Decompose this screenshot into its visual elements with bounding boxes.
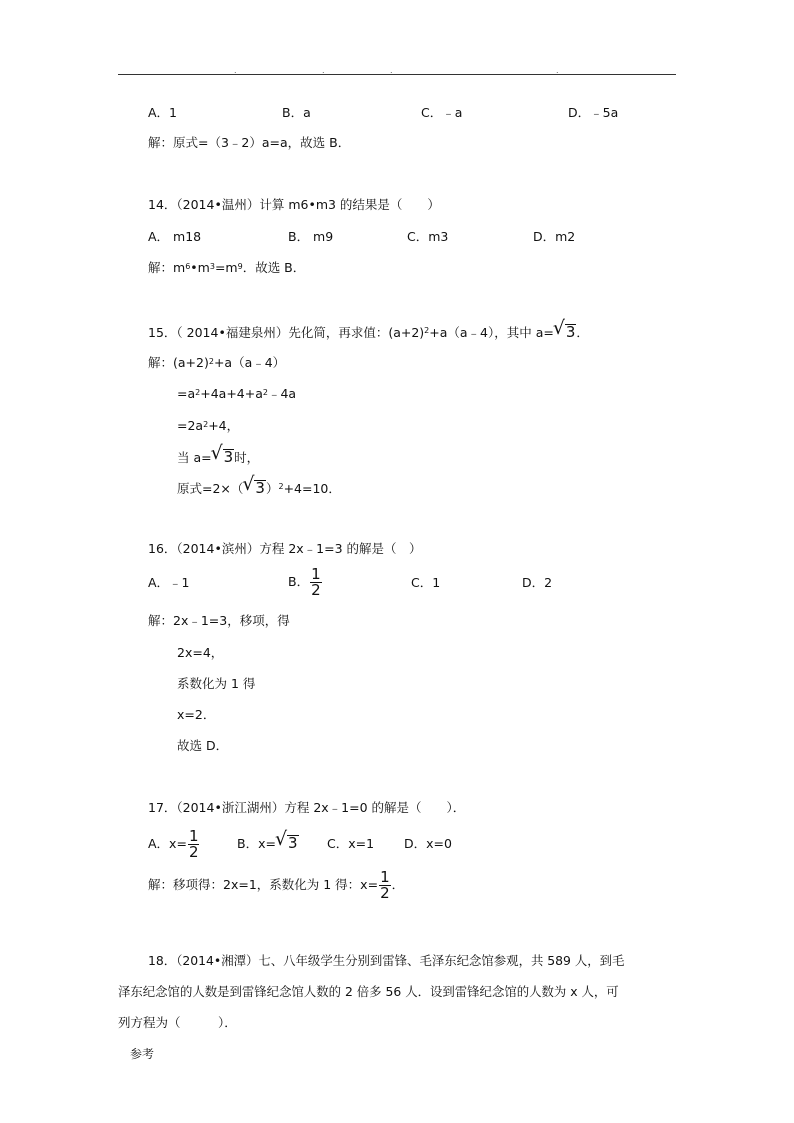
fraction: $\frac{1}{2}$ (188, 827, 199, 861)
q16-option-b: B． $\frac{1}{2}$ (288, 565, 321, 599)
fraction: $\frac{1}{2}$ (380, 868, 390, 902)
q14-option-a: A． m18 (148, 229, 202, 244)
q16-solution-4: x=2． (177, 707, 216, 722)
q15-step-4: 当 a= √ 3时， (177, 442, 260, 466)
q16-option-c: C．1 (411, 575, 441, 590)
q15-step-2: $=a^2+4a+4+a^2﹣4a$ (177, 386, 297, 401)
q17-option-b: B．x= √ 3 (237, 828, 298, 852)
q14-option-b: B． m9 (288, 229, 334, 244)
q15-step-3: $=2a^2+4$， (177, 418, 240, 433)
q16-option-a: A．﹣1 (148, 575, 190, 590)
q18-line-1: 18．（2014•湘潭）七、八年级学生分别到雷锋、毛泽东纪念馆参观，共 589 人，到毛 (148, 953, 625, 968)
q15-step-1: 解：$(a+2)^2+a(a﹣4)$ (148, 355, 286, 370)
q13-option-b: B．a (282, 105, 311, 120)
sqrt-symbol: √ 3 (242, 473, 265, 497)
sqrt-symbol: √ 3 (274, 828, 298, 852)
q17-option-a: A．x= $\frac{1}{2}$ (148, 827, 199, 861)
q16-solution-2: 2x=4， (177, 645, 224, 660)
q16-option-d: D．2 (522, 575, 553, 590)
q17-option-d: D．x=0 (404, 836, 452, 851)
q18-line-2: 泽东纪念馆的人数是到雷锋纪念馆人数的 2 倍多 56 人．设到雷锋纪念馆的人数为 x 人，可 (118, 984, 619, 999)
fraction: $\frac{1}{2}$ (311, 565, 321, 599)
q13-option-c: C．﹣a (421, 105, 463, 120)
header-dot: . (322, 66, 325, 75)
q14-option-c: C．m3 (407, 229, 449, 244)
q16-stem: 16．（2014•滨州）方程 2x﹣1=3 的解是（ ） (148, 541, 422, 556)
q13-solution: 解：原式=（3﹣2）a=a，故选 B． (148, 135, 351, 150)
q16-solution-1: 解：2x﹣1=3，移项，得 (148, 613, 290, 628)
q16-solution-5: 故选 D． (177, 738, 229, 753)
q14-solution: 解：$m^6•m^3=m^9$．故选 B． (148, 260, 306, 275)
header-rule (118, 74, 676, 75)
q14-stem: 14．（2014•温州）计算 m6•m3 的结果是（ ） (148, 197, 440, 212)
q13-option-a: A．1 (148, 105, 178, 120)
q17-option-c: C．x=1 (327, 836, 375, 851)
q16-solution-3: 系数化为 1 得 (177, 676, 256, 691)
q15-step-5: 原式=2×（ √ 3）$^2$+4=10． (177, 473, 341, 497)
footer-label: 参考 (130, 1047, 155, 1061)
q17-stem: 17．（2014•浙江湖州）方程 2x﹣1=0 的解是（ ）． (148, 800, 466, 815)
q18-line-3: 列方程为（ ）． (118, 1015, 237, 1030)
header-dot: . (556, 66, 559, 75)
q14-option-d: D．m2 (533, 229, 576, 244)
header-dot: . (390, 66, 393, 75)
q13-option-d: D．﹣5a (568, 105, 619, 120)
q15-stem: 15．（ 2014•福建泉州）先化简，再求值：$(a+2)^2+a(a﹣4)$，其中 a= √ 3． (148, 317, 589, 341)
q17-solution: 解：移项得：2x=1，系数化为 1 得：x= $\frac{1}{2}$ ． (148, 868, 405, 902)
sqrt-symbol: √ 3 (552, 317, 576, 341)
header-dot: . (234, 66, 237, 75)
sqrt-symbol: √ 3 (210, 442, 234, 466)
